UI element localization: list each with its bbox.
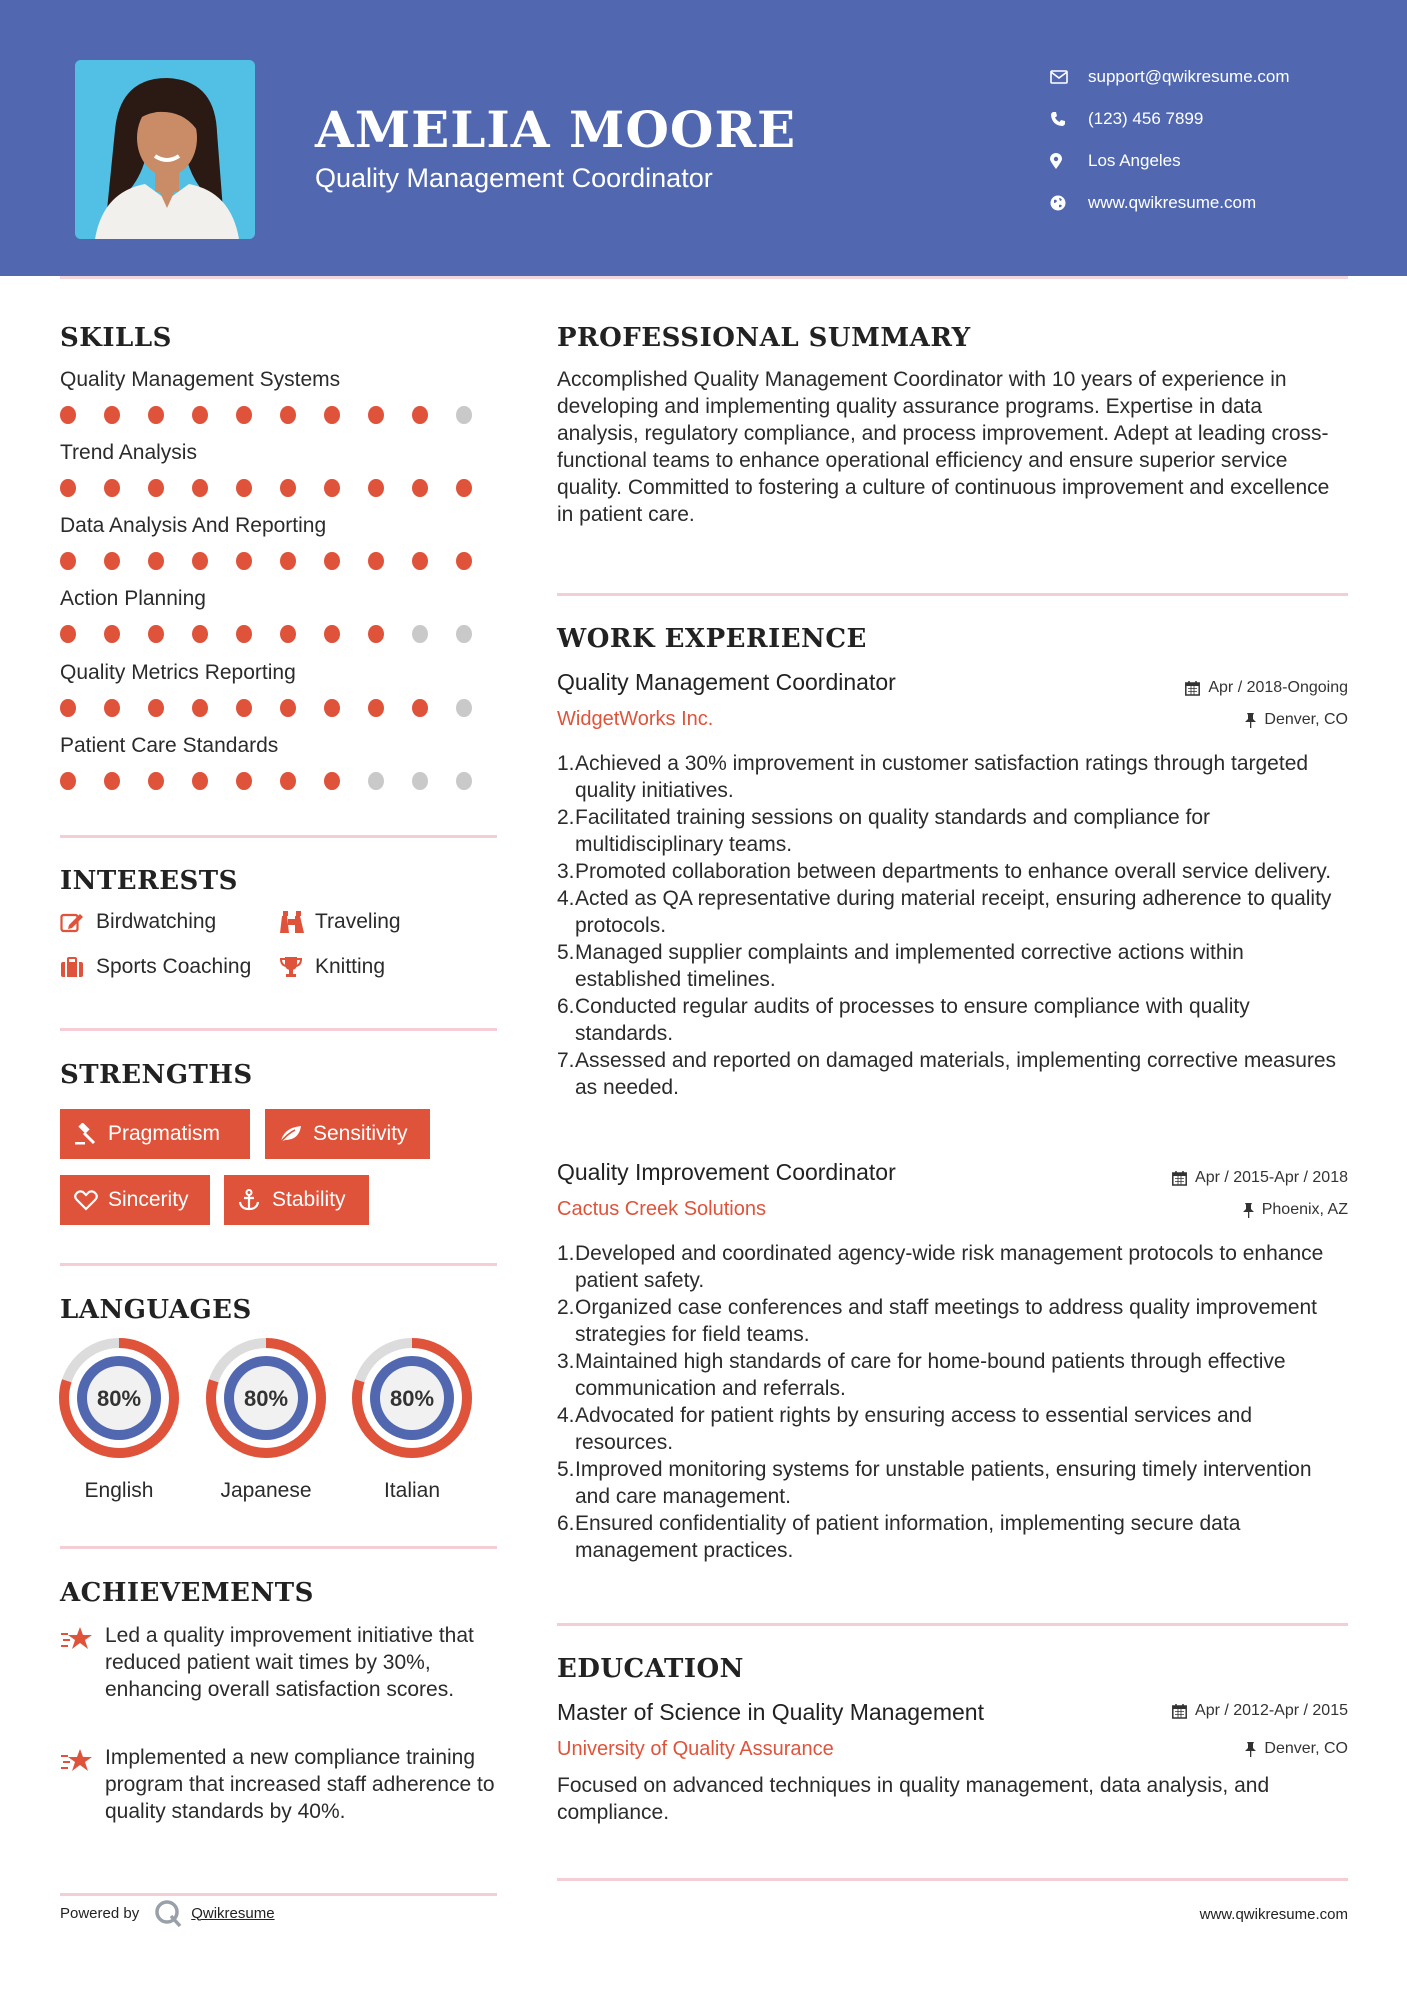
- job-company: WidgetWorks Inc.: [557, 708, 714, 730]
- skill-dot-filled: [456, 479, 472, 497]
- education-location-text: Denver, CO: [1264, 1740, 1348, 1757]
- skill-rating: [60, 699, 500, 717]
- interests-heading: INTERESTS: [60, 866, 238, 896]
- skill-dot-empty: [456, 406, 472, 424]
- job-bullet: [557, 1510, 1347, 1564]
- skill-item: [60, 734, 500, 790]
- interest-birdwatching: [60, 910, 216, 934]
- achievement-text: Led a quality improvement initiative that reduced patient wait times by 30%, enhancing overall satisfaction scores.: [105, 1624, 474, 1701]
- language-progress-ring: [204, 1336, 328, 1460]
- skill-dot-filled: [368, 625, 384, 643]
- contact-email[interactable]: [1050, 56, 1290, 98]
- job-bullet-list: [557, 1240, 1347, 1564]
- skill-dot-filled: [412, 406, 428, 424]
- skill-dot-filled: [104, 552, 120, 570]
- job-title: Quality Management Coordinator: [557, 669, 896, 695]
- skill-name: Quality Metrics Reporting: [60, 661, 296, 684]
- job-dates-text: Apr / 2018-Ongoing: [1208, 679, 1348, 696]
- bullet-number: 5.: [557, 1458, 575, 1481]
- contact-phone-text: (123) 456 7899: [1088, 109, 1204, 128]
- skill-dot-filled: [192, 625, 208, 643]
- interest-label: Sports Coaching: [96, 955, 252, 978]
- bullet-number: 6.: [557, 1512, 575, 1535]
- skill-dot-filled: [368, 406, 384, 424]
- skill-dot-filled: [236, 552, 252, 570]
- powered-by-label: Powered by: [60, 1904, 140, 1922]
- job-bullet: [557, 1402, 1347, 1456]
- contact-list: [1050, 56, 1290, 224]
- skill-name: Trend Analysis: [60, 441, 197, 464]
- job-bullet: [557, 804, 1347, 858]
- calendar-icon: [1185, 681, 1200, 696]
- pushpin-icon: [1245, 713, 1256, 728]
- skill-rating: [60, 772, 500, 790]
- skill-dot-filled: [412, 552, 428, 570]
- education-location: [1245, 1740, 1348, 1758]
- achievement-item: [60, 1622, 500, 1703]
- bullet-text: Achieved a 30% improvement in customer satisfaction ratings through targeted quality initiatives.: [575, 752, 1309, 802]
- heart-icon: [74, 1190, 108, 1211]
- skill-dot-filled: [192, 552, 208, 570]
- strength-badge-stability: [224, 1175, 369, 1225]
- languages-heading: LANGUAGES: [60, 1295, 252, 1325]
- contact-location-text: Los Angeles: [1088, 151, 1181, 170]
- qwikresume-logo-icon: [153, 1898, 183, 1928]
- skill-dot-filled: [192, 406, 208, 424]
- bullet-text: Organized case conferences and staff meetings to address quality improvement strategies for field teams.: [575, 1296, 1318, 1346]
- job-title: Quality Improvement Coordinator: [557, 1159, 896, 1185]
- education-dates-text: Apr / 2012-Apr / 2015: [1195, 1702, 1348, 1719]
- skill-dot-filled: [236, 699, 252, 717]
- job-bullet: [557, 885, 1347, 939]
- skill-dot-filled: [280, 699, 296, 717]
- education-school: University of Quality Assurance: [557, 1738, 834, 1760]
- strength-badge-sensitivity: [265, 1109, 430, 1159]
- bullet-number: 1.: [557, 1242, 575, 1265]
- job-location-text: Phoenix, AZ: [1261, 1201, 1348, 1218]
- interest-knitting: [279, 955, 385, 979]
- achievement-item: [60, 1744, 500, 1825]
- skill-rating: [60, 479, 500, 497]
- summary-text: Accomplished Quality Management Coordinator with 10 years of experience in developing and implementing quality assurance programs. Expertise in data analysis, regulatory compliance, and process improvement. Adept at leading cross-functional teams to enhance operational efficiency and ensure superior service quality. Committed to fostering a culture of continuous improvement and excellence in patient care.: [557, 368, 1330, 526]
- skill-dot-filled: [412, 479, 428, 497]
- header-divider: [60, 276, 1348, 279]
- bullet-number: 2.: [557, 1296, 575, 1319]
- skill-dot-filled: [60, 625, 76, 643]
- skill-dot-filled: [324, 772, 340, 790]
- map-pin-icon: [1050, 153, 1088, 170]
- footer-website[interactable]: www.qwikresume.com: [1199, 1906, 1348, 1923]
- job-company: Cactus Creek Solutions: [557, 1198, 766, 1220]
- skill-rating: [60, 625, 500, 643]
- skill-dot-empty: [412, 772, 428, 790]
- job-bullet: [557, 993, 1347, 1047]
- skill-dot-filled: [324, 406, 340, 424]
- skill-item: [60, 587, 500, 643]
- skill-dot-filled: [324, 699, 340, 717]
- interests-divider: [60, 1028, 497, 1031]
- skill-dot-filled: [104, 479, 120, 497]
- contact-location: [1050, 140, 1290, 182]
- skill-dot-empty: [456, 625, 472, 643]
- skill-dot-filled: [324, 625, 340, 643]
- language-name: English: [84, 1479, 154, 1502]
- pushpin-icon: [1243, 1203, 1254, 1218]
- education-dates: [1172, 1702, 1348, 1720]
- job-dates-text: Apr / 2015-Apr / 2018: [1195, 1169, 1348, 1186]
- skill-item: [60, 661, 500, 717]
- job-location: [1243, 1201, 1348, 1219]
- skill-dot-filled: [148, 406, 164, 424]
- calendar-icon: [1172, 1171, 1187, 1186]
- job-bullet: [557, 1047, 1347, 1101]
- resume-header: [0, 0, 1407, 276]
- skill-dot-filled: [412, 699, 428, 717]
- skill-dot-filled: [368, 699, 384, 717]
- job-bullet: [557, 1294, 1347, 1348]
- achievements-heading: ACHIEVEMENTS: [60, 1578, 314, 1608]
- skill-dot-filled: [236, 625, 252, 643]
- job-location-text: Denver, CO: [1264, 711, 1348, 728]
- strength-label: Sincerity: [108, 1188, 189, 1211]
- bullet-text: Developed and coordinated agency-wide risk management protocols to enhance patient safety.: [575, 1242, 1324, 1292]
- skill-dot-filled: [280, 625, 296, 643]
- bullet-number: 2.: [557, 806, 575, 829]
- contact-website[interactable]: [1050, 182, 1290, 224]
- education-heading: EDUCATION: [557, 1654, 744, 1684]
- bullet-number: 6.: [557, 995, 575, 1018]
- profile-photo: [75, 60, 255, 239]
- language-percent: 80%: [389, 1386, 435, 1411]
- skill-dot-filled: [192, 699, 208, 717]
- strength-label: Stability: [272, 1188, 346, 1211]
- skill-dot-filled: [236, 772, 252, 790]
- globe-icon: [1050, 195, 1088, 211]
- language-percent: 80%: [243, 1386, 289, 1411]
- skill-name: Quality Management Systems: [60, 368, 341, 391]
- strengths-heading: STRENGTHS: [60, 1060, 253, 1090]
- skill-dot-filled: [148, 772, 164, 790]
- leaf-icon: [279, 1124, 313, 1144]
- experience-heading: WORK EXPERIENCE: [557, 624, 867, 654]
- phone-icon: [1050, 111, 1088, 127]
- language-name: Italian: [383, 1479, 441, 1502]
- education-description: Focused on advanced techniques in quality management, data analysis, and compliance.: [557, 1774, 1270, 1824]
- job-bullet: [557, 1348, 1347, 1402]
- skill-dot-filled: [280, 552, 296, 570]
- anchor-icon: [238, 1189, 272, 1211]
- bullet-number: 3.: [557, 1350, 575, 1373]
- skills-divider: [60, 835, 497, 838]
- skill-dot-filled: [148, 479, 164, 497]
- job-bullet: [557, 858, 1347, 885]
- bullet-number: 1.: [557, 752, 575, 775]
- skill-rating: [60, 552, 500, 570]
- skill-dot-filled: [280, 406, 296, 424]
- bullet-text: Maintained high standards of care for home-bound patients through effective communication and referrals.: [575, 1350, 1286, 1400]
- interest-label: Knitting: [315, 955, 386, 978]
- briefcase-icon: [60, 956, 96, 978]
- job-bullet: [557, 939, 1347, 993]
- skill-dot-filled: [60, 699, 76, 717]
- education-divider: [557, 1878, 1348, 1881]
- pencil-square-icon: [60, 911, 96, 933]
- skill-dot-filled: [60, 772, 76, 790]
- candidate-name: AMELIA MOORE: [315, 100, 797, 159]
- skill-dot-filled: [236, 479, 252, 497]
- skill-dot-filled: [148, 699, 164, 717]
- footer-powered-by: [60, 1898, 275, 1928]
- interest-label: Traveling: [315, 910, 401, 933]
- interest-traveling: [279, 910, 401, 934]
- qwikresume-link[interactable]: Qwikresume: [191, 1904, 275, 1922]
- skill-dot-filled: [192, 479, 208, 497]
- skill-dot-filled: [324, 552, 340, 570]
- bullet-number: 3.: [557, 860, 575, 883]
- language-item: [57, 1336, 181, 1503]
- skill-name: Data Analysis And Reporting: [60, 514, 327, 537]
- skill-name: Patient Care Standards: [60, 734, 279, 757]
- skill-dot-filled: [60, 406, 76, 424]
- contact-website-text: www.qwikresume.com: [1088, 193, 1257, 212]
- gavel-icon: [74, 1123, 108, 1145]
- skill-dot-filled: [148, 625, 164, 643]
- bullet-text: Acted as QA representative during material receipt, ensuring adherence to quality protocols.: [575, 887, 1332, 937]
- binoculars-icon: [279, 910, 315, 934]
- bullet-number: 5.: [557, 941, 575, 964]
- skill-dot-empty: [456, 772, 472, 790]
- trophy-icon: [279, 956, 315, 978]
- bullet-text: Managed supplier complaints and implemented corrective actions within established timelines.: [575, 941, 1244, 991]
- skill-item: [60, 441, 500, 497]
- envelope-icon: [1050, 70, 1088, 84]
- language-progress-ring: [57, 1336, 181, 1460]
- languages-divider: [60, 1546, 497, 1549]
- skill-item: [60, 368, 500, 424]
- language-item: [204, 1336, 328, 1503]
- skill-dot-filled: [60, 479, 76, 497]
- skill-rating: [60, 406, 500, 424]
- bullet-text: Promoted collaboration between departments to enhance overall service delivery.: [575, 860, 1332, 883]
- bullet-text: Advocated for patient rights by ensuring access to essential services and resources.: [575, 1404, 1253, 1454]
- skill-dot-filled: [368, 479, 384, 497]
- bullet-text: Ensured confidentiality of patient information, implementing secure data management practices.: [575, 1512, 1241, 1562]
- contact-phone[interactable]: [1050, 98, 1290, 140]
- summary-divider: [557, 593, 1348, 596]
- calendar-icon: [1172, 1704, 1187, 1719]
- achievements-divider: [60, 1893, 497, 1896]
- interest-label: Birdwatching: [96, 910, 217, 933]
- job-bullet: [557, 750, 1347, 804]
- language-progress-ring: [350, 1336, 474, 1460]
- strengths-divider: [60, 1263, 497, 1266]
- skill-dot-empty: [412, 625, 428, 643]
- skill-item: [60, 514, 500, 570]
- skill-dot-filled: [104, 625, 120, 643]
- job-location: [1245, 711, 1348, 729]
- language-percent: 80%: [96, 1386, 142, 1411]
- language-item: [350, 1336, 474, 1503]
- star-icon: [60, 1744, 105, 1825]
- language-name: Japanese: [220, 1479, 312, 1502]
- strength-badge-pragmatism: [60, 1109, 250, 1159]
- interest-sports-coaching: [60, 955, 251, 979]
- pushpin-icon: [1245, 1742, 1256, 1757]
- skill-dot-filled: [104, 772, 120, 790]
- strength-badge-sincerity: [60, 1175, 210, 1225]
- star-icon: [60, 1622, 105, 1703]
- bullet-number: 4.: [557, 887, 575, 910]
- skill-dot-filled: [280, 772, 296, 790]
- bullet-text: Facilitated training sessions on quality standards and compliance for multidisciplinary teams.: [575, 806, 1211, 856]
- contact-email-text: support@qwikresume.com: [1088, 67, 1290, 86]
- strength-label: Sensitivity: [313, 1122, 408, 1145]
- bullet-number: 4.: [557, 1404, 575, 1427]
- bullet-text: Conducted regular audits of processes to ensure compliance with quality standards.: [575, 995, 1250, 1045]
- job-bullet: [557, 1456, 1347, 1510]
- skill-dot-filled: [456, 552, 472, 570]
- skill-name: Action Planning: [60, 587, 206, 610]
- bullet-text: Assessed and reported on damaged materials, implementing corrective measures as needed.: [575, 1049, 1337, 1099]
- summary-heading: PROFESSIONAL SUMMARY: [557, 323, 971, 353]
- experience-divider: [557, 1623, 1348, 1626]
- skill-dot-filled: [368, 552, 384, 570]
- job-bullet-list: [557, 750, 1347, 1101]
- candidate-title: Quality Management Coordinator: [315, 163, 713, 193]
- job-dates: [1185, 679, 1348, 697]
- skill-dot-filled: [324, 479, 340, 497]
- skill-dot-filled: [104, 406, 120, 424]
- skill-dot-filled: [192, 772, 208, 790]
- skill-dot-empty: [456, 699, 472, 717]
- bullet-number: 7.: [557, 1049, 575, 1072]
- job-dates: [1172, 1169, 1348, 1187]
- skill-dot-filled: [280, 479, 296, 497]
- achievement-text: Implemented a new compliance training program that increased staff adherence to quality standards by 40%.: [105, 1746, 495, 1823]
- education-degree: Master of Science in Quality Management: [557, 1699, 984, 1725]
- skill-dot-filled: [104, 699, 120, 717]
- skill-dot-filled: [60, 552, 76, 570]
- skills-heading: SKILLS: [60, 323, 172, 353]
- job-bullet: [557, 1240, 1347, 1294]
- strength-label: Pragmatism: [108, 1122, 221, 1145]
- skill-dot-filled: [148, 552, 164, 570]
- skill-dot-empty: [368, 772, 384, 790]
- skill-dot-filled: [236, 406, 252, 424]
- bullet-text: Improved monitoring systems for unstable patients, ensuring timely intervention and care management.: [575, 1458, 1312, 1508]
